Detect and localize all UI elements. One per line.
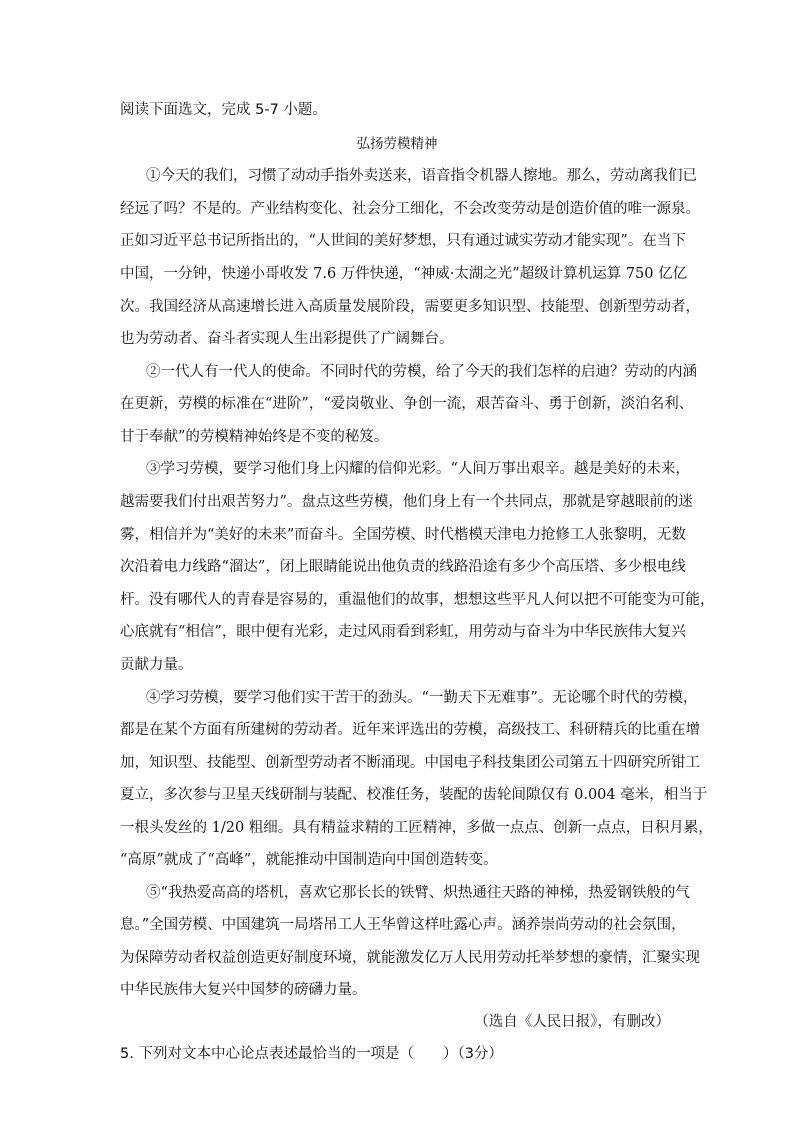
paragraph-line: 心底就有“相信”，眼中便有光彩，走过风雨看到彩虹，用劳动与奋斗为中华民族伟大复兴 — [120, 624, 686, 640]
paragraph-line: ③学习劳模，要学习他们身上闪耀的信仰光彩。“人间万事出艰辛。越是美好的未来， — [146, 461, 690, 477]
paragraph-line: “高原”就成了“高峰”，就能推动中国制造向中国创造转变。 — [120, 852, 498, 868]
paragraph-line: 也为劳动者、奋斗者实现人生出彩提供了广阔舞台。 — [120, 331, 454, 347]
paragraph-line: 次。我国经济从高速增长进入高质量发展阶段，需要更多知识型、技能型、创新型劳动者， — [120, 299, 700, 315]
question-5: 5. 下列对文本中心论点表述最恰当的一项是（ ）（3分） — [120, 1046, 503, 1062]
paragraph-line: ④学习劳模，要学习他们实干苦干的劲头。“一勤天下无难事”。无论哪个时代的劳模， — [146, 690, 698, 706]
paragraph-line: ①今天的我们，习惯了动动手指外卖送来，语音指令机器人擦地。那么，劳动离我们已 — [146, 168, 697, 184]
paragraph-line: 雾，相信并为“美好的未来”而奋斗。全国劳模、时代楷模天津电力抢修工人张黎明，无数 — [120, 527, 686, 543]
paragraph-line: 甘于奉献”的劳模精神始终是不变的秘笈。 — [120, 429, 389, 445]
paragraph-line: ②一代人有一代人的使命。不同时代的劳模，给了今天的我们怎样的启迪？劳动的内涵 — [146, 364, 697, 380]
paragraph-line: ⑤“我热爱高高的塔机，喜欢它那长长的铁臂、炽热通往天路的神梯，热爱钢铁般的气 — [146, 885, 690, 901]
paragraph-line: 夏立，多次参与卫星天线研制与装配、校准任务，装配的齿轮间隙仅有 0.004 毫米，相当于 — [120, 787, 708, 803]
paragraph-line: 加，知识型、技能型、创新型劳动者不断涌现。中国电子科技集团公司第五十四研究所钳工 — [120, 755, 700, 771]
paragraph-line: 次沿着电力线路“溜达”，闭上眼睛能说出他负责的线路沿途有多少个高压塔、多少根电线 — [120, 559, 686, 575]
paragraph-line: 贡献力量。 — [120, 657, 193, 673]
reading-instruction: 阅读下面选文，完成 5-7 小题。 — [120, 102, 327, 118]
paragraph-line: 一根头发丝的 1/20 粗细。具有精益求精的工匠精神，多做一点点、创新一点点，日积月累， — [120, 820, 713, 836]
paragraph-line: 越需要我们付出艰苦努力”。盘点这些劳模，他们身上有一个共同点，那就是穿越眼前的迷 — [120, 494, 693, 510]
paragraph-line: 息。”全国劳模、中国建筑一局塔吊工人王华曾这样吐露心声。涵养崇尚劳动的社会氛围， — [120, 917, 686, 933]
paragraph-line: 中国，一分钟，快递小哥收发 7.6 万件快递，“神威·太湖之光”超级计算机运算 750 亿亿 — [120, 266, 688, 282]
paragraph-line: 在更新，劳模的标准在“进阶”，“爱岗敬业、争创一流，艰苦奋斗、勇于创新，淡泊名利、 — [120, 396, 694, 412]
article-title: 弘扬劳模精神 — [356, 136, 438, 152]
paragraph-line: 都是在某个方面有所建树的劳动者。近年来评选出的劳模，高级技工、科研精兵的比重在增 — [120, 722, 700, 738]
paragraph-line: 杆。没有哪代人的青春是容易的，重温他们的故事，想想这些平凡人何以把不可能变为可能， — [120, 592, 715, 608]
paragraph-line: 经远了吗？不是的。产业结构变化、社会分工细化，不会改变劳动是创造价值的唯一源泉。 — [120, 201, 700, 217]
paragraph-line: 中华民族伟大复兴中国梦的磅礴力量。 — [120, 982, 367, 998]
paragraph-line: 为保障劳动者权益创造更好制度环境，就能激发亿万人民用劳动托举梦想的豪情，汇聚实现 — [120, 950, 700, 966]
source-attribution: （选自《人民日报》，有删改） — [474, 1014, 670, 1030]
paragraph-line: 正如习近平总书记所指出的，“人世间的美好梦想，只有通过诚实劳动才能实现”。在当下 — [120, 233, 686, 249]
